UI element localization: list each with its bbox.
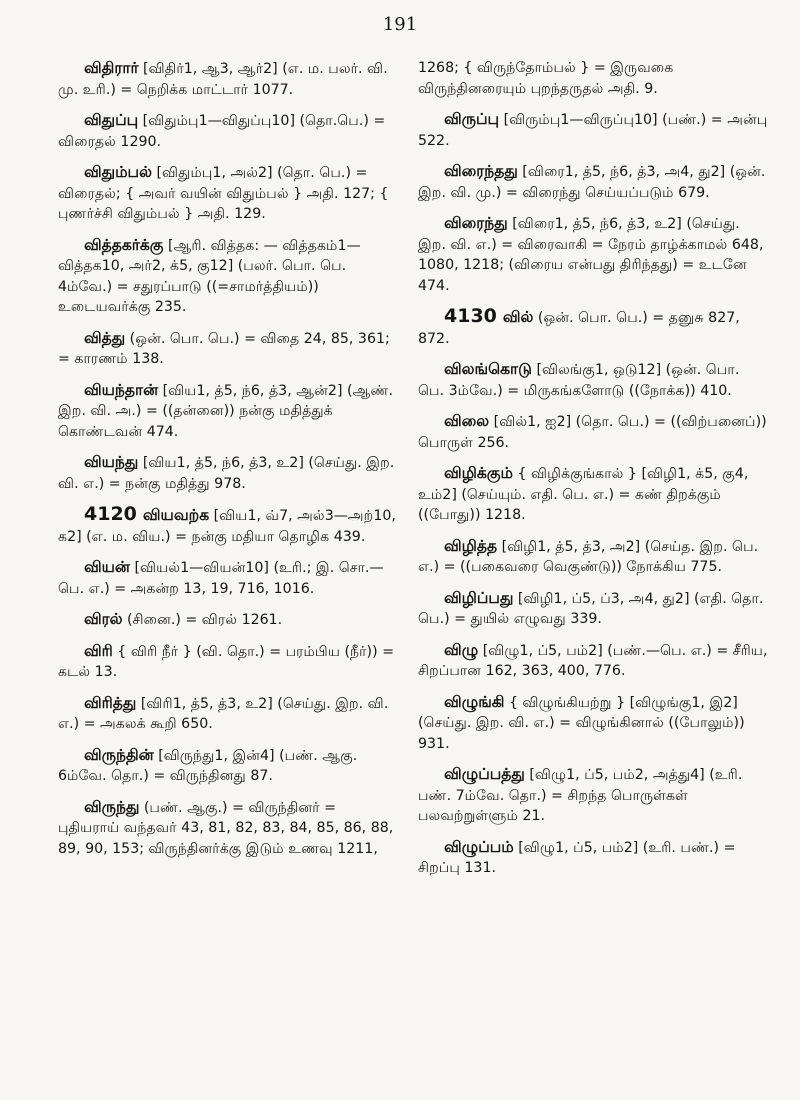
entry-definition: [வில்1, ஐ2] (தொ. பெ.) = ((விற்பனைப்)) பொருள் 256. <box>418 414 767 451</box>
dictionary-entry <box>58 745 398 787</box>
headword: வித்தகர்க்கு <box>84 235 164 254</box>
headword: வில் <box>502 308 534 326</box>
headword: விழித்த <box>444 536 498 555</box>
entry-definition: { விரி நீர் } (வி. தொ.) = பரம்பிய (நீர்)) = கடல் 13. <box>58 643 395 680</box>
dictionary-entry <box>418 161 768 203</box>
dictionary-entry <box>418 640 768 682</box>
left-column <box>58 58 398 869</box>
headword: விழிக்கும் <box>444 464 513 482</box>
dictionary-entry <box>418 109 768 151</box>
entry-definition: [வியல்1—வியன்10] (உரி.; இ. சொ.—பெ. எ.) = அகன்ற 13, 19, 716, 1016. <box>58 560 384 597</box>
dictionary-entry <box>418 359 768 401</box>
right-column <box>418 58 768 889</box>
entry-definition: (ஒன். பொ. பெ.) = தனுசு 827, 872. <box>418 310 740 347</box>
dictionary-entry <box>418 536 768 578</box>
headword: வியந்து <box>84 453 139 471</box>
headword: விதும்பல் <box>84 163 152 181</box>
headword: விலை <box>444 412 490 430</box>
headword: விழுப்பம் <box>444 837 514 856</box>
entry-definition: [விழி1, த்5, த்3, அ2] (செய்த. இற. பெ. எ.) = ((பகைவரை வெகுண்டு)) நோக்கிய 775. <box>418 538 759 575</box>
headword: விழு <box>444 640 479 659</box>
headword: விதுப்பு <box>84 111 139 129</box>
entry-definition: 1268; { விருந்தோம்பல் } = இருவகை விருந்தினரையும் புறந்தருதல் அதி. 9. <box>418 60 674 97</box>
dictionary-entry <box>418 213 768 296</box>
entry-definition: [விரும்பு1—விருப்பு10] (பண்.) = அன்பு 522. <box>418 112 768 149</box>
entry-number: 4120 <box>84 503 137 525</box>
headword: விரைந்தது <box>444 162 518 180</box>
headword: விரி <box>84 641 113 660</box>
entry-definition: [விய1, த்5, ந்6, த்3, உ2] (செய்து. இற. வி. எ.) = நன்கு மதித்து 978. <box>58 455 395 492</box>
dictionary-entry <box>418 692 768 755</box>
headword: விருந்தின் <box>84 745 154 764</box>
entry-definition: [விய1, த்5, ந்6, த்3, ஆன்2] (ஆண். இற. வி. அ.) = ((தன்னை)) நன்கு மதித்துக் கொண்டவன் 474. <box>58 382 394 440</box>
dictionary-entry <box>418 411 768 453</box>
headword: விழிப்பது <box>444 588 514 607</box>
headword: வித்து <box>84 328 126 347</box>
dictionary-entry <box>58 693 398 735</box>
dictionary-entry <box>418 764 768 827</box>
entry-number: 4130 <box>444 305 497 327</box>
entry-definition: (பண். ஆகு.) = விருந்தினர் = புதியராய் வந்தவர் 43, 81, 82, 83, 84, 85, 86, 88, 89, 90, 153; விருந்தினர்க்கு இடும் உணவு 1211, <box>58 799 394 857</box>
entry-definition: [விரி1, த்5, த்3, உ2] (செய்து. இற. வி. எ.) = அகலக் கூறி 650. <box>58 695 389 732</box>
dictionary-entry <box>58 162 398 225</box>
headword: வியந்தான் <box>84 380 159 399</box>
entry-definition: [விழி1, ப்5, ப்3, அ4, து2] (எதி. தொ. பெ.) = துயில் எழுவது 339. <box>418 590 764 627</box>
headword: விரல் <box>84 610 123 628</box>
dictionary-entry <box>58 452 398 494</box>
headword: விருந்து <box>84 797 140 816</box>
headword: விருப்பு <box>444 110 500 128</box>
dictionary-entry <box>58 609 398 631</box>
dictionary-entry <box>58 110 398 152</box>
dictionary-entry <box>58 641 398 683</box>
page-number: 191 <box>382 14 418 35</box>
headword: விழுங்கி <box>444 692 505 711</box>
entry-definition: { விழுங்கியற்று } [விழுங்கு1, இ2] (செய்து. இற. வி. எ.) = விழுங்கினால் ((போலும்)) 931. <box>418 694 745 752</box>
entry-definition: [விதும்பு1—விதுப்பு10] (தொ.பெ.) = விரைதல் 1290. <box>58 113 386 150</box>
dictionary-entry <box>58 235 398 318</box>
headword: வியவற்க <box>142 506 210 524</box>
entry-definition: [விதும்பு1, அல்2] (தொ. பெ.) = விரைதல்; { அவர் வயின் விதும்பல் } அதி. 127; { புணர்ச்சி விதும்பல் } அதி. 129. <box>58 165 389 222</box>
entry-definition: [விழு1, ப்5, பம்2] (பண்.—பெ. எ.) = சீரிய, சிறப்பான 162, 363, 400, 776. <box>418 642 768 679</box>
dictionary-entry <box>58 328 398 370</box>
headword: விரைந்து <box>444 214 508 232</box>
dictionary-entry <box>418 58 768 99</box>
headword: விழுப்பத்து <box>444 765 525 783</box>
dictionary-entry <box>418 837 768 879</box>
entry-definition: [விருந்து1, இன்4] (பண். ஆகு. 6ம்வே. தொ.) = விருந்தினது 87. <box>58 747 358 784</box>
headword: விரித்து <box>84 693 137 712</box>
headword: வியன் <box>84 558 130 576</box>
dictionary-entry <box>58 58 398 100</box>
entry-definition: [விரை1, த்5, ந்6, த்3, உ2] (செய்து. இற. வி. எ.) = விரைவாகி = நேரம் தாழ்க்காமல் 648, 1080, 1218; (விரைய என்பது திரிந்தது) = உடனே 474. <box>418 216 764 294</box>
entry-definition: (ஒன். பொ. பெ.) = விதை 24, 85, 361; = காரணம் 138. <box>58 330 390 367</box>
dictionary-entry <box>418 306 768 349</box>
dictionary-entry <box>58 557 398 599</box>
dictionary-entry <box>418 588 768 630</box>
entry-definition: [விழு1, ப்5, பம்2] (உரி. பண்.) = சிறப்பு 131. <box>418 839 736 876</box>
dictionary-entry <box>58 504 398 547</box>
headword: விலங்கொடு <box>444 360 532 378</box>
headword: விதிரார் <box>84 59 139 77</box>
entry-definition: [விழு1, ப்5, பம்2, அத்து4] (உரி. பண். 7ம்வே. தொ.) = சிறந்த பொருள்கள் பலவற்றுள்ளும் 21. <box>418 767 743 824</box>
entry-definition: (சினை.) = விரல் 1261. <box>122 612 283 628</box>
entry-definition: [விய1, வ்7, அல்3—அற்10, க2] (எ. ம. விய.) = நன்கு மதியா தொழிக 439. <box>58 508 396 545</box>
entry-definition: [ஆரி. வித்தக: — வித்தகம்1—வித்தக10, அர்2, க்5, கு12] (பலர். பொ. பெ. 4ம்வே.) = சதுரப்பாடு ((=சாமர்த்தியம்)) உடையவர்க்கு 235. <box>58 237 361 315</box>
entry-definition: { விழிக்குங்கால் } [விழி1, க்5, கு4, உம்2] (செய்யும். எதி. பெ. எ.) = கண் திறக்கும் ((போது)) 1218. <box>418 466 749 523</box>
entry-definition: [விலங்கு1, ஒடு12] (ஒன். பொ. பெ. 3ம்வே.) = மிருகங்களோடு ((நோக்க)) 410. <box>418 362 740 399</box>
dictionary-entry <box>418 463 768 526</box>
dictionary-entry <box>58 797 398 860</box>
dictionary-entry <box>58 380 398 443</box>
entry-definition: [விரை1, த்5, ந்6, த்3, அ4, து2] (ஒன். இற. வி. மு.) = விரைந்து செய்யப்படும் 679. <box>418 164 766 201</box>
entry-definition: [விதிர்1, ஆ3, ஆர்2] (எ. ம. பலர். வி. மு. உரி.) = நெறிக்க மாட்டார் 1077. <box>58 61 388 98</box>
